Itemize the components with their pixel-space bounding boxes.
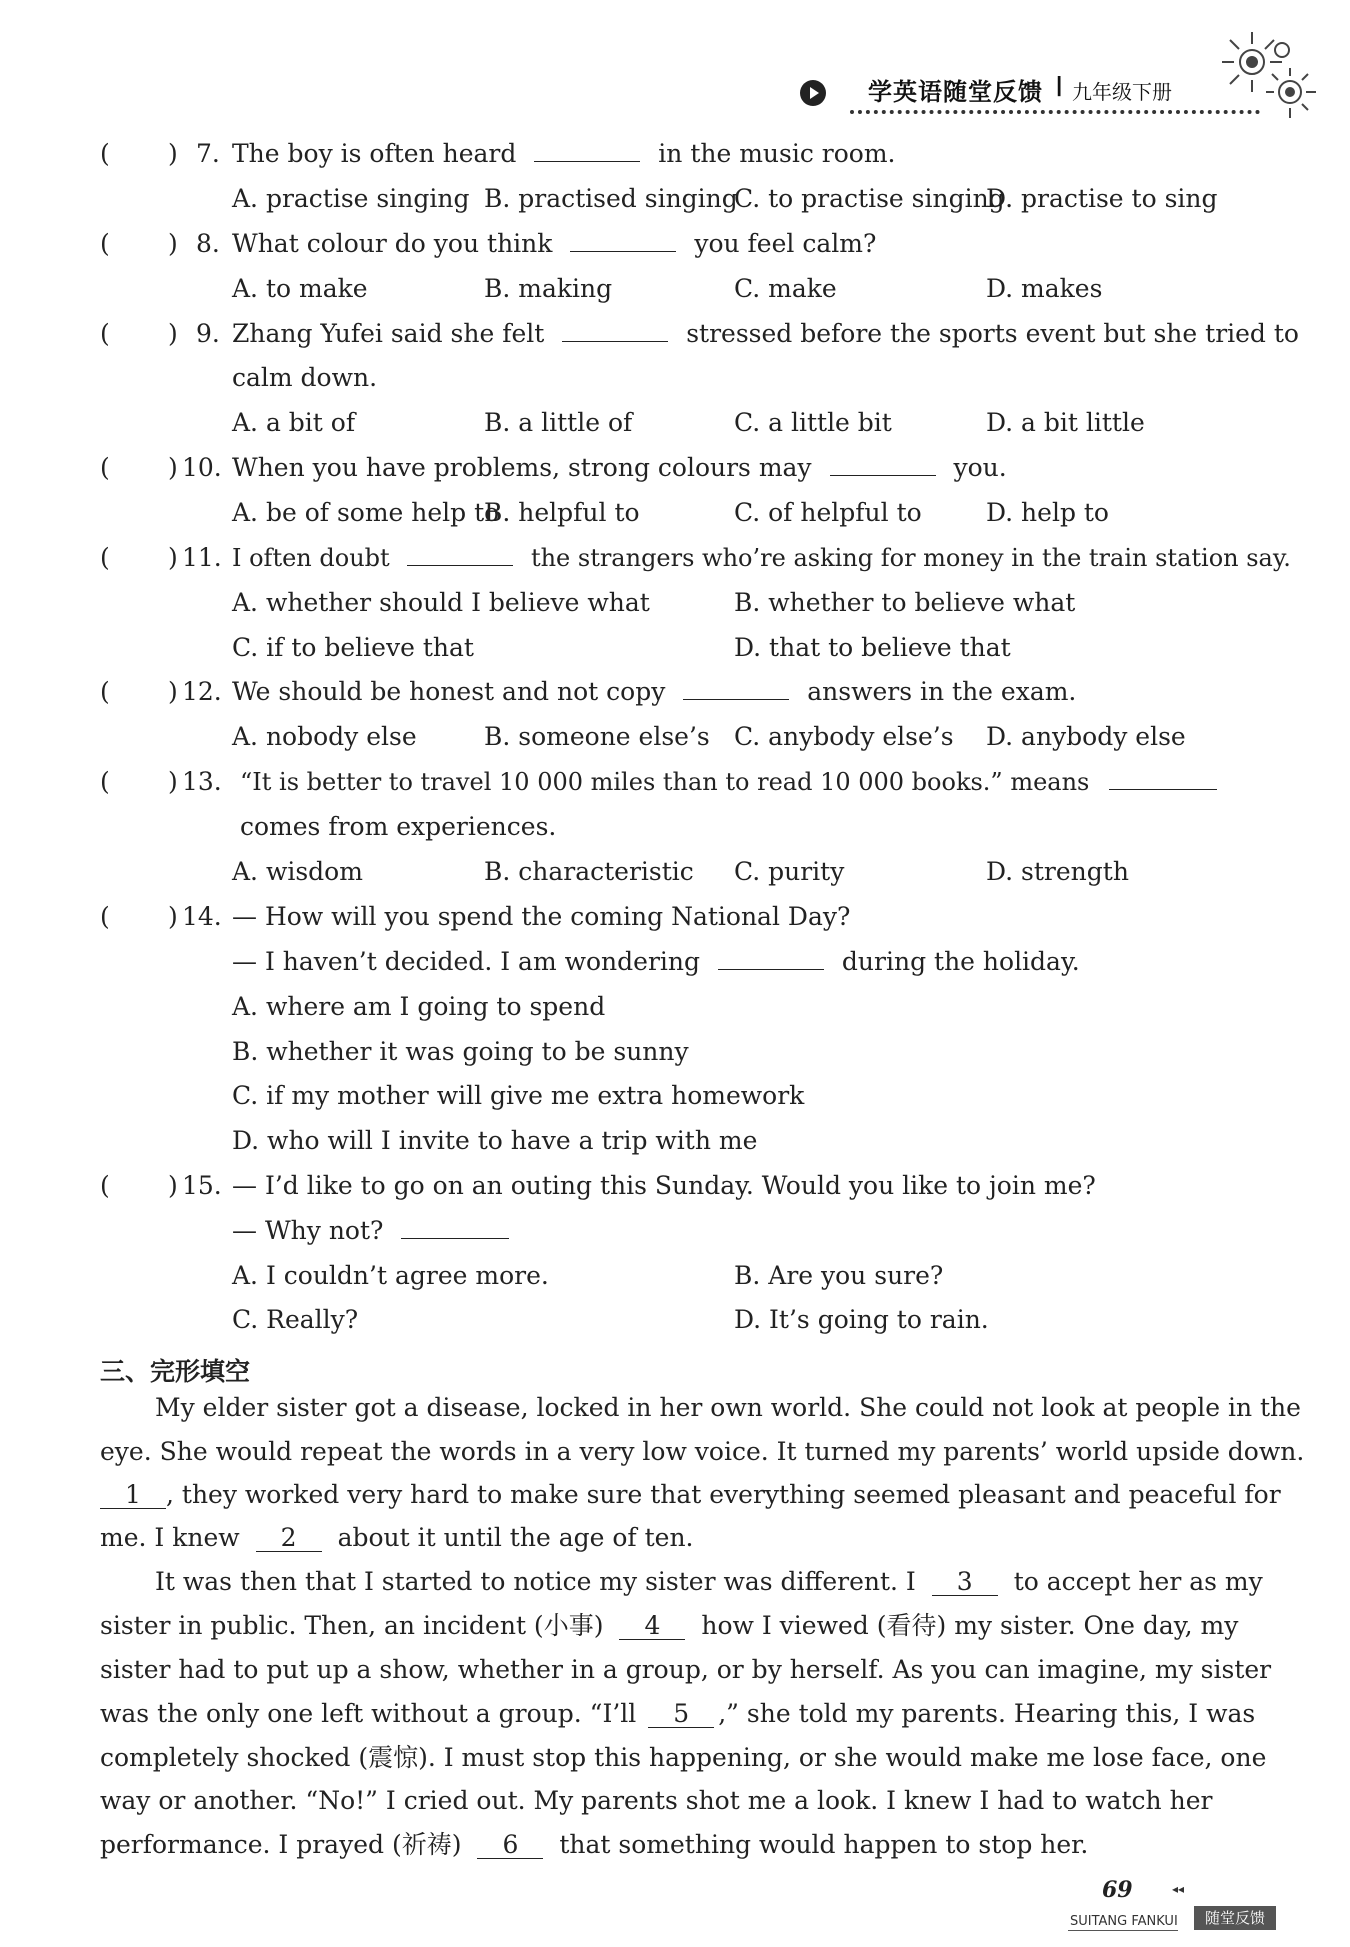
- cloze-line: sister had to put up a show, whether in a group, or by herself. As you can imagine, my sister: [100, 1655, 1272, 1684]
- answer-paren-right: ): [168, 1171, 178, 1200]
- cloze-text: how I viewed (看待) my sister. One day, my: [701, 1611, 1239, 1640]
- cloze-text: about it until the age of ten.: [337, 1523, 694, 1552]
- cloze-blank[interactable]: 3: [932, 1569, 998, 1596]
- cloze-blank[interactable]: 6: [477, 1832, 543, 1859]
- option-b[interactable]: B. someone else’s: [484, 722, 710, 751]
- option-b[interactable]: B. whether it was going to be sunny: [232, 1037, 689, 1066]
- double-arrow-icon: ◂◂: [1172, 1882, 1185, 1896]
- option-b[interactable]: B. Are you sure?: [734, 1261, 944, 1290]
- answer-paren-right: ): [168, 319, 178, 348]
- option-d[interactable]: D. practise to sing: [986, 184, 1218, 213]
- answer-blank[interactable]: [830, 453, 936, 476]
- question-number: 7.: [196, 139, 220, 168]
- option-c[interactable]: C. if my mother will give me extra homework: [232, 1081, 805, 1110]
- answer-blank[interactable]: [534, 139, 640, 162]
- option-c[interactable]: C. if to believe that: [232, 633, 474, 662]
- question-stem-end: stressed before the sports event but she tried to: [686, 319, 1299, 348]
- answer-paren-right: ): [168, 902, 178, 931]
- option-a[interactable]: A. nobody else: [232, 722, 417, 751]
- cloze-line: eye. She would repeat the words in a very low voice. It turned my parents’ world upside down.: [100, 1437, 1305, 1466]
- answer-paren-right: ): [168, 453, 178, 482]
- option-d[interactable]: D. strength: [986, 857, 1129, 886]
- question-stem-end: during the holiday.: [841, 947, 1080, 976]
- question-12: [100, 676, 1300, 708]
- cloze-text: that something would happen to stop her.: [559, 1830, 1089, 1859]
- header-separator: I: [1055, 70, 1064, 103]
- footer-badge: 随堂反馈: [1194, 1906, 1276, 1930]
- option-c[interactable]: C. to practise singing: [734, 184, 1005, 213]
- question-number: 12.: [182, 677, 222, 706]
- option-d[interactable]: D. makes: [986, 274, 1103, 303]
- question-10: [100, 452, 1300, 484]
- answer-paren-left: (: [100, 453, 110, 482]
- answer-blank[interactable]: [1109, 767, 1217, 790]
- option-a[interactable]: A. to make: [232, 274, 368, 303]
- question-stem-end: you.: [953, 453, 1007, 482]
- question-stem: — How will you spend the coming National Day?: [232, 902, 851, 931]
- cloze-line: [155, 1566, 1263, 1598]
- answer-paren-right: ): [168, 139, 178, 168]
- cloze-line: [100, 1829, 1088, 1861]
- cloze-line: [100, 1479, 1281, 1511]
- answer-blank[interactable]: [401, 1216, 509, 1239]
- cloze-text: performance. I prayed (祈祷): [100, 1830, 462, 1859]
- option-a[interactable]: A. where am I going to spend: [232, 992, 606, 1021]
- question-stem: We should be honest and not copy: [232, 677, 666, 706]
- question-stem: I often doubt: [232, 544, 390, 572]
- answer-blank[interactable]: [570, 229, 676, 252]
- question-number: 14.: [182, 902, 222, 931]
- question-stem: When you have problems, strong colours may: [232, 453, 812, 482]
- cloze-blank[interactable]: 5: [648, 1701, 714, 1728]
- question-stem-end: in the music room.: [658, 139, 896, 168]
- question-stem-end: answers in the exam.: [807, 677, 1077, 706]
- question-stem: — I haven’t decided. I am wondering: [232, 947, 701, 976]
- question-stem: What colour do you think: [232, 229, 553, 258]
- cloze-blank[interactable]: 2: [256, 1525, 322, 1552]
- option-b[interactable]: B. characteristic: [484, 857, 694, 886]
- header-subtitle: 九年级下册: [1072, 80, 1172, 104]
- question-stem-end: the strangers who’re asking for money in the train station say.: [530, 544, 1291, 572]
- option-c[interactable]: C. Really?: [232, 1305, 359, 1334]
- section-title: 三、完形填空: [100, 1357, 251, 1386]
- option-d[interactable]: D. who will I invite to have a trip with me: [232, 1126, 758, 1155]
- option-c[interactable]: C. make: [734, 274, 837, 303]
- option-a[interactable]: A. whether should I believe what: [232, 588, 650, 617]
- answer-paren-right: ): [168, 677, 178, 706]
- header-title: 学英语随堂反馈: [868, 78, 1043, 106]
- cloze-text: me. I knew: [100, 1523, 240, 1552]
- footer-rule: [1068, 1930, 1178, 1931]
- question-15-reply: [232, 1215, 509, 1247]
- answer-paren-left: (: [100, 1171, 110, 1200]
- answer-paren-right: ): [168, 767, 178, 796]
- answer-paren-right: ): [168, 229, 178, 258]
- question-13-continuation: comes from experiences.: [240, 812, 557, 841]
- question-14-reply: [232, 946, 1080, 978]
- question-stem: — Why not?: [232, 1216, 384, 1245]
- option-c[interactable]: C. purity: [734, 857, 845, 886]
- cloze-line: completely shocked (震惊). I must stop this happening, or she would make me lose face, one: [100, 1743, 1267, 1772]
- question-stem: Zhang Yufei said she felt: [232, 319, 545, 348]
- question-number: 9.: [196, 319, 220, 348]
- answer-paren-left: (: [100, 902, 110, 931]
- answer-paren-left: (: [100, 767, 110, 796]
- cloze-text: was the only one left without a group. “I’ll: [100, 1699, 637, 1728]
- cloze-text: sister in public. Then, an incident (小事): [100, 1611, 604, 1640]
- option-a[interactable]: A. practise singing: [232, 184, 470, 213]
- question-number: 8.: [196, 229, 220, 258]
- answer-blank[interactable]: [718, 947, 824, 970]
- option-b[interactable]: B. whether to believe what: [734, 588, 1076, 617]
- cloze-line: way or another. “No!” I cried out. My parents shot me a look. I knew I had to watch her: [100, 1786, 1213, 1815]
- answer-paren-left: (: [100, 677, 110, 706]
- question-9-continuation: calm down.: [232, 363, 378, 392]
- answer-paren-right: ): [168, 543, 178, 572]
- option-c[interactable]: C. of helpful to: [734, 498, 922, 527]
- cloze-text: , they worked very hard to make sure that everything seemed pleasant and peaceful for: [166, 1480, 1281, 1509]
- cloze-blank[interactable]: 1: [100, 1482, 166, 1509]
- answer-paren-left: (: [100, 319, 110, 348]
- cloze-line: [100, 1610, 1238, 1642]
- option-a[interactable]: A. wisdom: [232, 857, 363, 886]
- cloze-text: to accept her as my: [1013, 1567, 1263, 1596]
- cloze-text: It was then that I started to notice my sister was different. I: [155, 1567, 916, 1596]
- option-b[interactable]: B. practised singing: [484, 184, 738, 213]
- option-b[interactable]: B. helpful to: [484, 498, 640, 527]
- option-d[interactable]: D. It’s going to rain.: [734, 1305, 989, 1334]
- question-7: [100, 138, 1300, 170]
- answer-paren-left: (: [100, 543, 110, 572]
- question-number: 10.: [182, 453, 222, 482]
- page-number: 69: [1102, 1877, 1133, 1903]
- header-dotted-rule: [850, 110, 1260, 114]
- question-15: [100, 1170, 1300, 1202]
- answer-paren-left: (: [100, 139, 110, 168]
- option-c[interactable]: C. anybody else’s: [734, 722, 954, 751]
- question-13: [100, 766, 1320, 798]
- cloze-line: [100, 1698, 1255, 1730]
- question-stem: — I’d like to go on an outing this Sunday. Would you like to join me?: [232, 1171, 1096, 1200]
- question-number: 13.: [182, 767, 222, 796]
- question-stem-end: you feel calm?: [694, 229, 877, 258]
- footer-english: SUITANG FANKUI: [1070, 1914, 1178, 1929]
- cloze-blank[interactable]: 4: [619, 1613, 685, 1640]
- option-d[interactable]: D. a bit little: [986, 408, 1145, 437]
- question-9: [100, 318, 1300, 350]
- question-8: [100, 228, 1300, 260]
- question-stem: “It is better to travel 10 000 miles than to read 10 000 books.” means: [240, 768, 1090, 796]
- option-d[interactable]: D. help to: [986, 498, 1109, 527]
- option-d[interactable]: D. that to believe that: [734, 633, 1011, 662]
- question-11: [100, 542, 1320, 574]
- question-number: 15.: [182, 1171, 222, 1200]
- option-a[interactable]: A. a bit of: [232, 408, 356, 437]
- option-b[interactable]: B. a little of: [484, 408, 633, 437]
- answer-blank[interactable]: [407, 543, 513, 566]
- play-icon: [800, 80, 826, 106]
- question-number: 11.: [182, 543, 222, 572]
- cloze-line: My elder sister got a disease, locked in her own world. She could not look at people in the: [155, 1393, 1301, 1422]
- option-a[interactable]: A. I couldn’t agree more.: [232, 1261, 549, 1290]
- option-c[interactable]: C. a little bit: [734, 408, 892, 437]
- cloze-text: ,” she told my parents. Hearing this, I was: [718, 1699, 1256, 1728]
- question-stem: The boy is often heard: [232, 139, 517, 168]
- flower-ornament-icon: [1212, 22, 1322, 132]
- answer-blank[interactable]: [562, 319, 668, 342]
- question-14: [100, 901, 1300, 933]
- cloze-line: [100, 1522, 694, 1554]
- option-b[interactable]: B. making: [484, 274, 613, 303]
- option-d[interactable]: D. anybody else: [986, 722, 1186, 751]
- option-a[interactable]: A. be of some help to: [232, 498, 500, 527]
- answer-blank[interactable]: [683, 677, 789, 700]
- answer-paren-left: (: [100, 229, 110, 258]
